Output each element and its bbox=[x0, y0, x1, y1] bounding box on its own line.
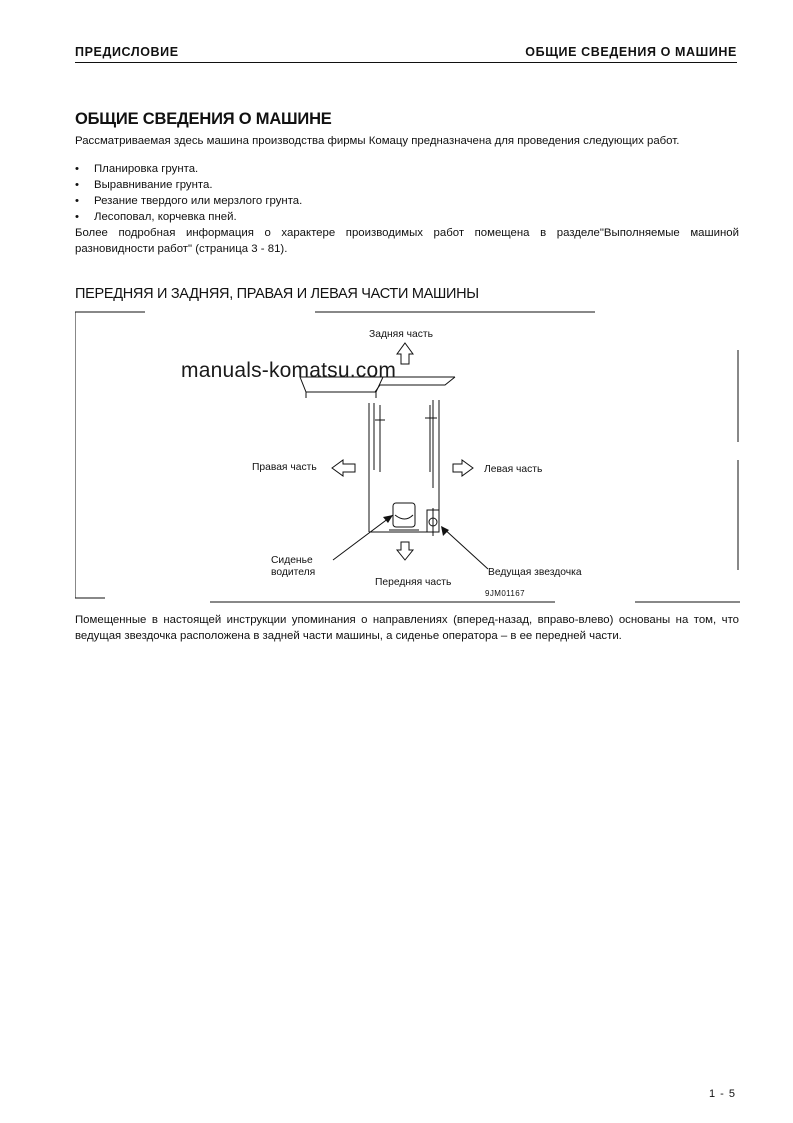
page-number: 1 - 5 bbox=[708, 1088, 736, 1100]
label-right-side: Правая часть bbox=[252, 462, 317, 473]
watermark: manuals-komatsu.com bbox=[181, 359, 397, 382]
machine-orientation-figure bbox=[75, 310, 740, 610]
page-header bbox=[75, 45, 737, 63]
list-item: • Резание твердого или мерзлого грунта. bbox=[75, 193, 302, 209]
label-operator-seat-1: Сиденье bbox=[271, 555, 313, 566]
label-front: Передняя часть bbox=[375, 577, 452, 588]
list-item: • Планировка грунта. bbox=[75, 161, 302, 177]
more-info-paragraph: Более подробная информация о характере производимых работ помещена в разделе"Выполняемые машиной разновидности работ" (страница 3 - 81). bbox=[75, 227, 739, 255]
work-list bbox=[75, 161, 302, 225]
intro-paragraph: Рассматриваемая здесь машина производства фирмы Комацу предназначена для проведения следующих работ. bbox=[75, 135, 680, 147]
label-left-side: Левая часть bbox=[484, 464, 543, 475]
list-item: • Лесоповал, корчевка пней. bbox=[75, 209, 302, 225]
closing-paragraph: Помещенные в настоящей инструкции упоминания о направлениях (вперед-назад, вправо-влево) основаны на том, что ведущая звездочка расположена в задней части машины, а сиденье оператора – в ее передней части. bbox=[75, 614, 739, 642]
figure-id: 9JM01167 bbox=[485, 589, 525, 598]
header-chapter-title: ОБЩИЕ СВЕДЕНИЯ О МАШИНЕ bbox=[525, 45, 737, 59]
list-item: • Выравнивание грунта. bbox=[75, 177, 302, 193]
label-sprocket: Ведущая звездочка bbox=[488, 567, 582, 578]
machine-diagram bbox=[75, 310, 740, 610]
subsection-title: ПЕРЕДНЯЯ И ЗАДНЯЯ, ПРАВАЯ И ЛЕВАЯ ЧАСТИ МАШИНЫ bbox=[75, 286, 479, 302]
section-title: ОБЩИЕ СВЕДЕНИЯ О МАШИНЕ bbox=[75, 110, 332, 128]
label-rear: Задняя часть bbox=[369, 329, 433, 340]
header-section-title: ПРЕДИСЛОВИЕ bbox=[75, 45, 179, 59]
label-operator-seat-2: водителя bbox=[271, 567, 316, 578]
